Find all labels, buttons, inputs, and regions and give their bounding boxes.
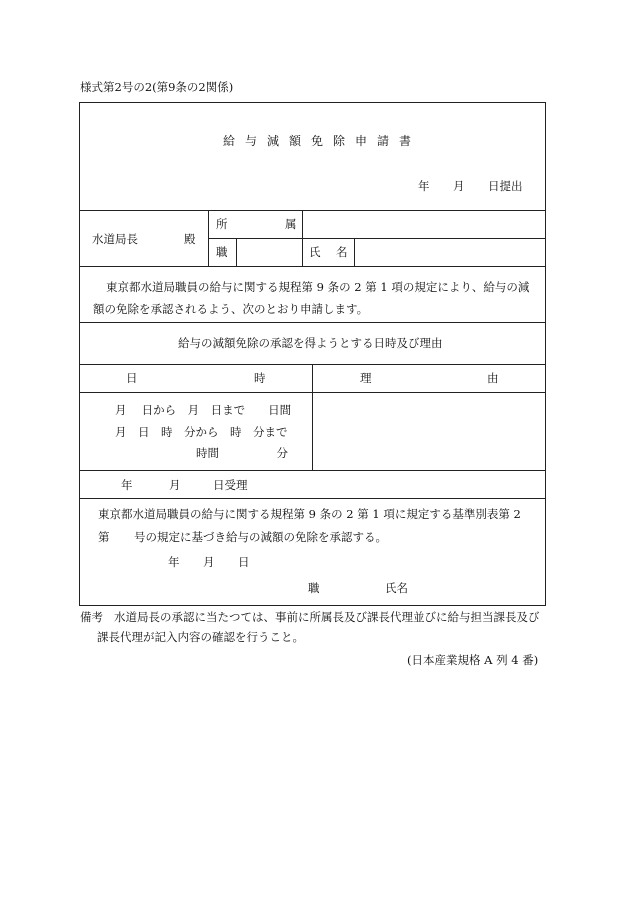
- request-text-line-2: 額の免除を承認されるよう、次のとおり申請します。: [93, 302, 369, 316]
- paper-size-standard: (日本産業規格 A 列 4 番): [407, 653, 539, 667]
- column-reason-first: 理: [360, 371, 372, 385]
- approval-text-number-prefix: 第: [98, 530, 110, 544]
- section-heading: 給与の減額免除の承認を得ようとする日時及び理由: [178, 336, 443, 350]
- approver-position-label: 職: [308, 581, 320, 595]
- remarks-label: 備考: [80, 610, 103, 624]
- rule-below-receipt: [79, 498, 546, 499]
- datetime-hours-line: 月 日 時 分から 時 分まで: [115, 425, 288, 439]
- submit-day-label: 日提出: [488, 179, 523, 193]
- approval-month-label: 月: [203, 555, 215, 569]
- affiliation-label-second: 属: [285, 217, 297, 231]
- approval-text-line-1: 東京都水道局職員の給与に関する規程第 9 条の 2 第 1 項に規定する基準別表第 2: [98, 507, 521, 521]
- column-reason-second: 由: [487, 371, 499, 385]
- remarks-text-line-2: 課長代理が記入内容の確認を行うこと。: [97, 630, 304, 644]
- rule-below-datetime: [79, 470, 546, 471]
- name-label-first: 氏: [309, 245, 321, 259]
- position-label: 職: [216, 245, 228, 259]
- form-title: 給与減額免除申請書: [223, 134, 422, 148]
- submit-month-label: 月: [453, 179, 465, 193]
- rule-below-title: [79, 210, 546, 211]
- submit-year-label: 年: [418, 179, 430, 193]
- addressee-recipient: 水道局長: [92, 232, 138, 246]
- datetime-total-line: 時間 分: [196, 446, 288, 460]
- divider-applicant-values: [302, 210, 303, 266]
- divider-addressee: [208, 210, 209, 266]
- affiliation-label-first: 所: [216, 217, 228, 231]
- column-date-second: 時: [254, 371, 266, 385]
- request-text-line-1: 東京都水道局職員の給与に関する規程第 9 条の 2 第 1 項の規定により、給与の減: [106, 280, 530, 294]
- receipt-year-label: 年: [121, 478, 133, 492]
- divider-position-label: [236, 238, 237, 266]
- divider-datetime-reason: [312, 364, 313, 470]
- column-date-first: 日: [126, 371, 138, 385]
- datetime-days-line: 月 日から 月 日まで 日間: [115, 403, 292, 417]
- remarks-text-line-1: 水道局長の承認に当たつては、事前に所属長及び課長代理並びに給与担当課長及び: [114, 610, 540, 624]
- approver-name-label: 氏名: [385, 581, 408, 595]
- receipt-month-label: 月: [169, 478, 181, 492]
- receipt-day-label: 日受理: [213, 478, 248, 492]
- addressee-honorific: 殿: [184, 232, 196, 246]
- approval-day-label: 日: [238, 555, 250, 569]
- rule-below-request: [79, 322, 546, 323]
- name-label-second: 名: [336, 245, 348, 259]
- rule-below-applicant: [79, 266, 546, 267]
- form-number: 様式第2号の2(第9条の2関係): [80, 80, 234, 94]
- divider-name-label: [354, 238, 355, 266]
- approval-text-line-2: 号の規定に基づき給与の減額の免除を承認する。: [134, 530, 387, 544]
- approval-year-label: 年: [168, 555, 180, 569]
- rule-affiliation: [208, 238, 546, 239]
